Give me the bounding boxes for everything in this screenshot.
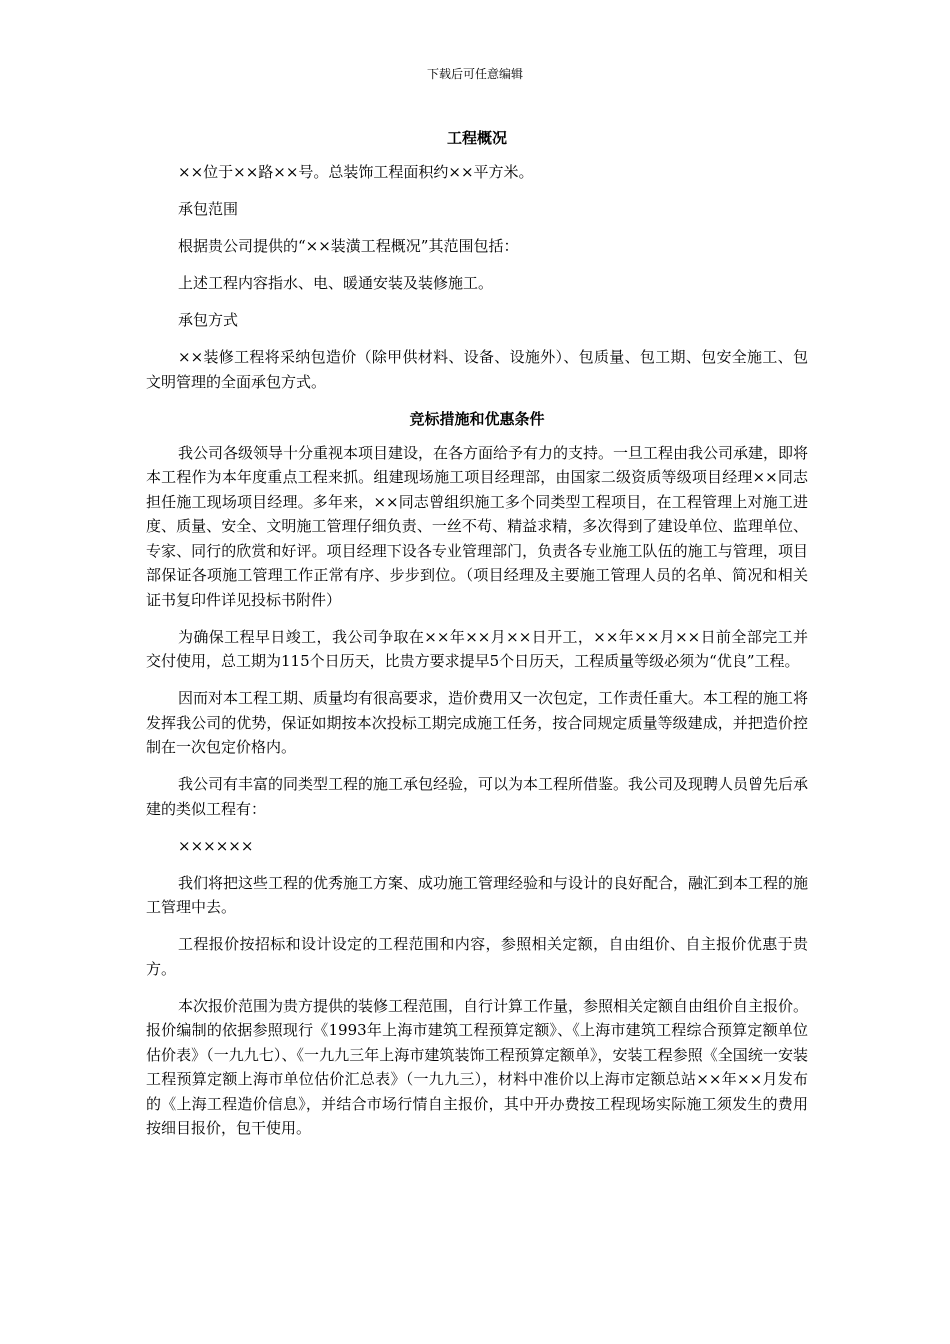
- paragraph: 我们将把这些工程的优秀施工方案、成功施工管理经验和与设计的良好配合，融汇到本工程的施工管理中去。: [146, 873, 809, 916]
- document-body: [146, 126, 808, 1153]
- header-note: 下载后可任意编辑: [426, 67, 523, 81]
- section-title-bidding-measures: 竞标措施和优惠条件: [409, 409, 545, 428]
- paragraph: 因而对本工程工期、质量均有很高要求，造价费用又一次包定，工作责任重大。本工程的施工将发挥我公司的优势，保证如期按本次投标工期完成施工任务，按合同规定质量等级建成，并把造价控制在一次包定价格内。: [146, 689, 809, 756]
- paragraph: ××位于××路××号。总装饰工程面积约××平方米。: [178, 163, 534, 181]
- paragraph: ××装修工程将采纳包造价（除甲供材料、设备、设施外）、包质量、包工期、包安全施工、包文明管理的全面承包方式。: [146, 348, 808, 391]
- paragraph: 承包范围: [178, 200, 239, 218]
- paragraph: 我公司有丰富的同类型工程的施工承包经验，可以为本工程所借鉴。我公司及现聘人员曾先后承建的类似工程有：: [146, 775, 809, 818]
- paragraph: 我公司各级领导十分重视本项目建设，在各方面给予有力的支持。一旦工程由我公司承建，即将本工程作为本年度重点工程来抓。组建现场施工项目经理部，由国家二级资质等级项目经理××同志担任施工现场项目经理。多年来，××同志曾组织施工多个同类型工程项目，在工程管理上对施工进度、质量、安全、文明施工管理仔细负责、一丝不苟、精益求精，多次得到了建设单位、监理单位、专家、同行的欣赏和好评。项目经理下设各专业管理部门，负责各专业施工队伍的施工与管理，项目部保证各项施工管理工作正常有序、步步到位。（项目经理及主要施工管理人员的名单、简况和相关证书复印件详见投标书附件）: [146, 443, 809, 609]
- paragraph: 承包方式: [178, 311, 239, 329]
- paragraph: 工程报价按招标和设计设定的工程范围和内容，参照相关定额，自由组价、自主报价优惠于贵方。: [146, 935, 808, 978]
- paragraph: 为确保工程早日竣工，我公司争取在××年××月××日开工，××年××月××日前全部完工并交付使用，总工期为115个日历天，比贵方要求提早5个日历天，工程质量等级必须为“优良”工程。: [146, 627, 808, 670]
- paragraph: 上述工程内容指水、电、暖通安装及装修施工。: [178, 274, 494, 292]
- section-title-overview: 工程概况: [446, 129, 507, 147]
- paragraph: 本次报价范围为贵方提供的装修工程范围，自行计算工作量，参照相关定额自由组价自主报价。报价编制的依据参照现行《1993年上海市建筑工程预算定额》、《上海市建筑工程综合预算定额单位估价表》（一九九七）、《一九九三年上海市建筑装饰工程预算定额单》，安装工程参照《全国统一安装工程预算定额上海市单位估价汇总表》（一九九三），材料中准价以上海市定额总站××年××月发布的《上海工程造价信息》，并结合市场行情自主报价，其中开办费按工程现场实际施工须发生的费用按细目报价，包干使用。: [146, 996, 809, 1137]
- paragraph: 根据贵公司提供的“××装潢工程概况”其范围包括：: [178, 237, 519, 255]
- paragraph: ××××××: [178, 836, 254, 855]
